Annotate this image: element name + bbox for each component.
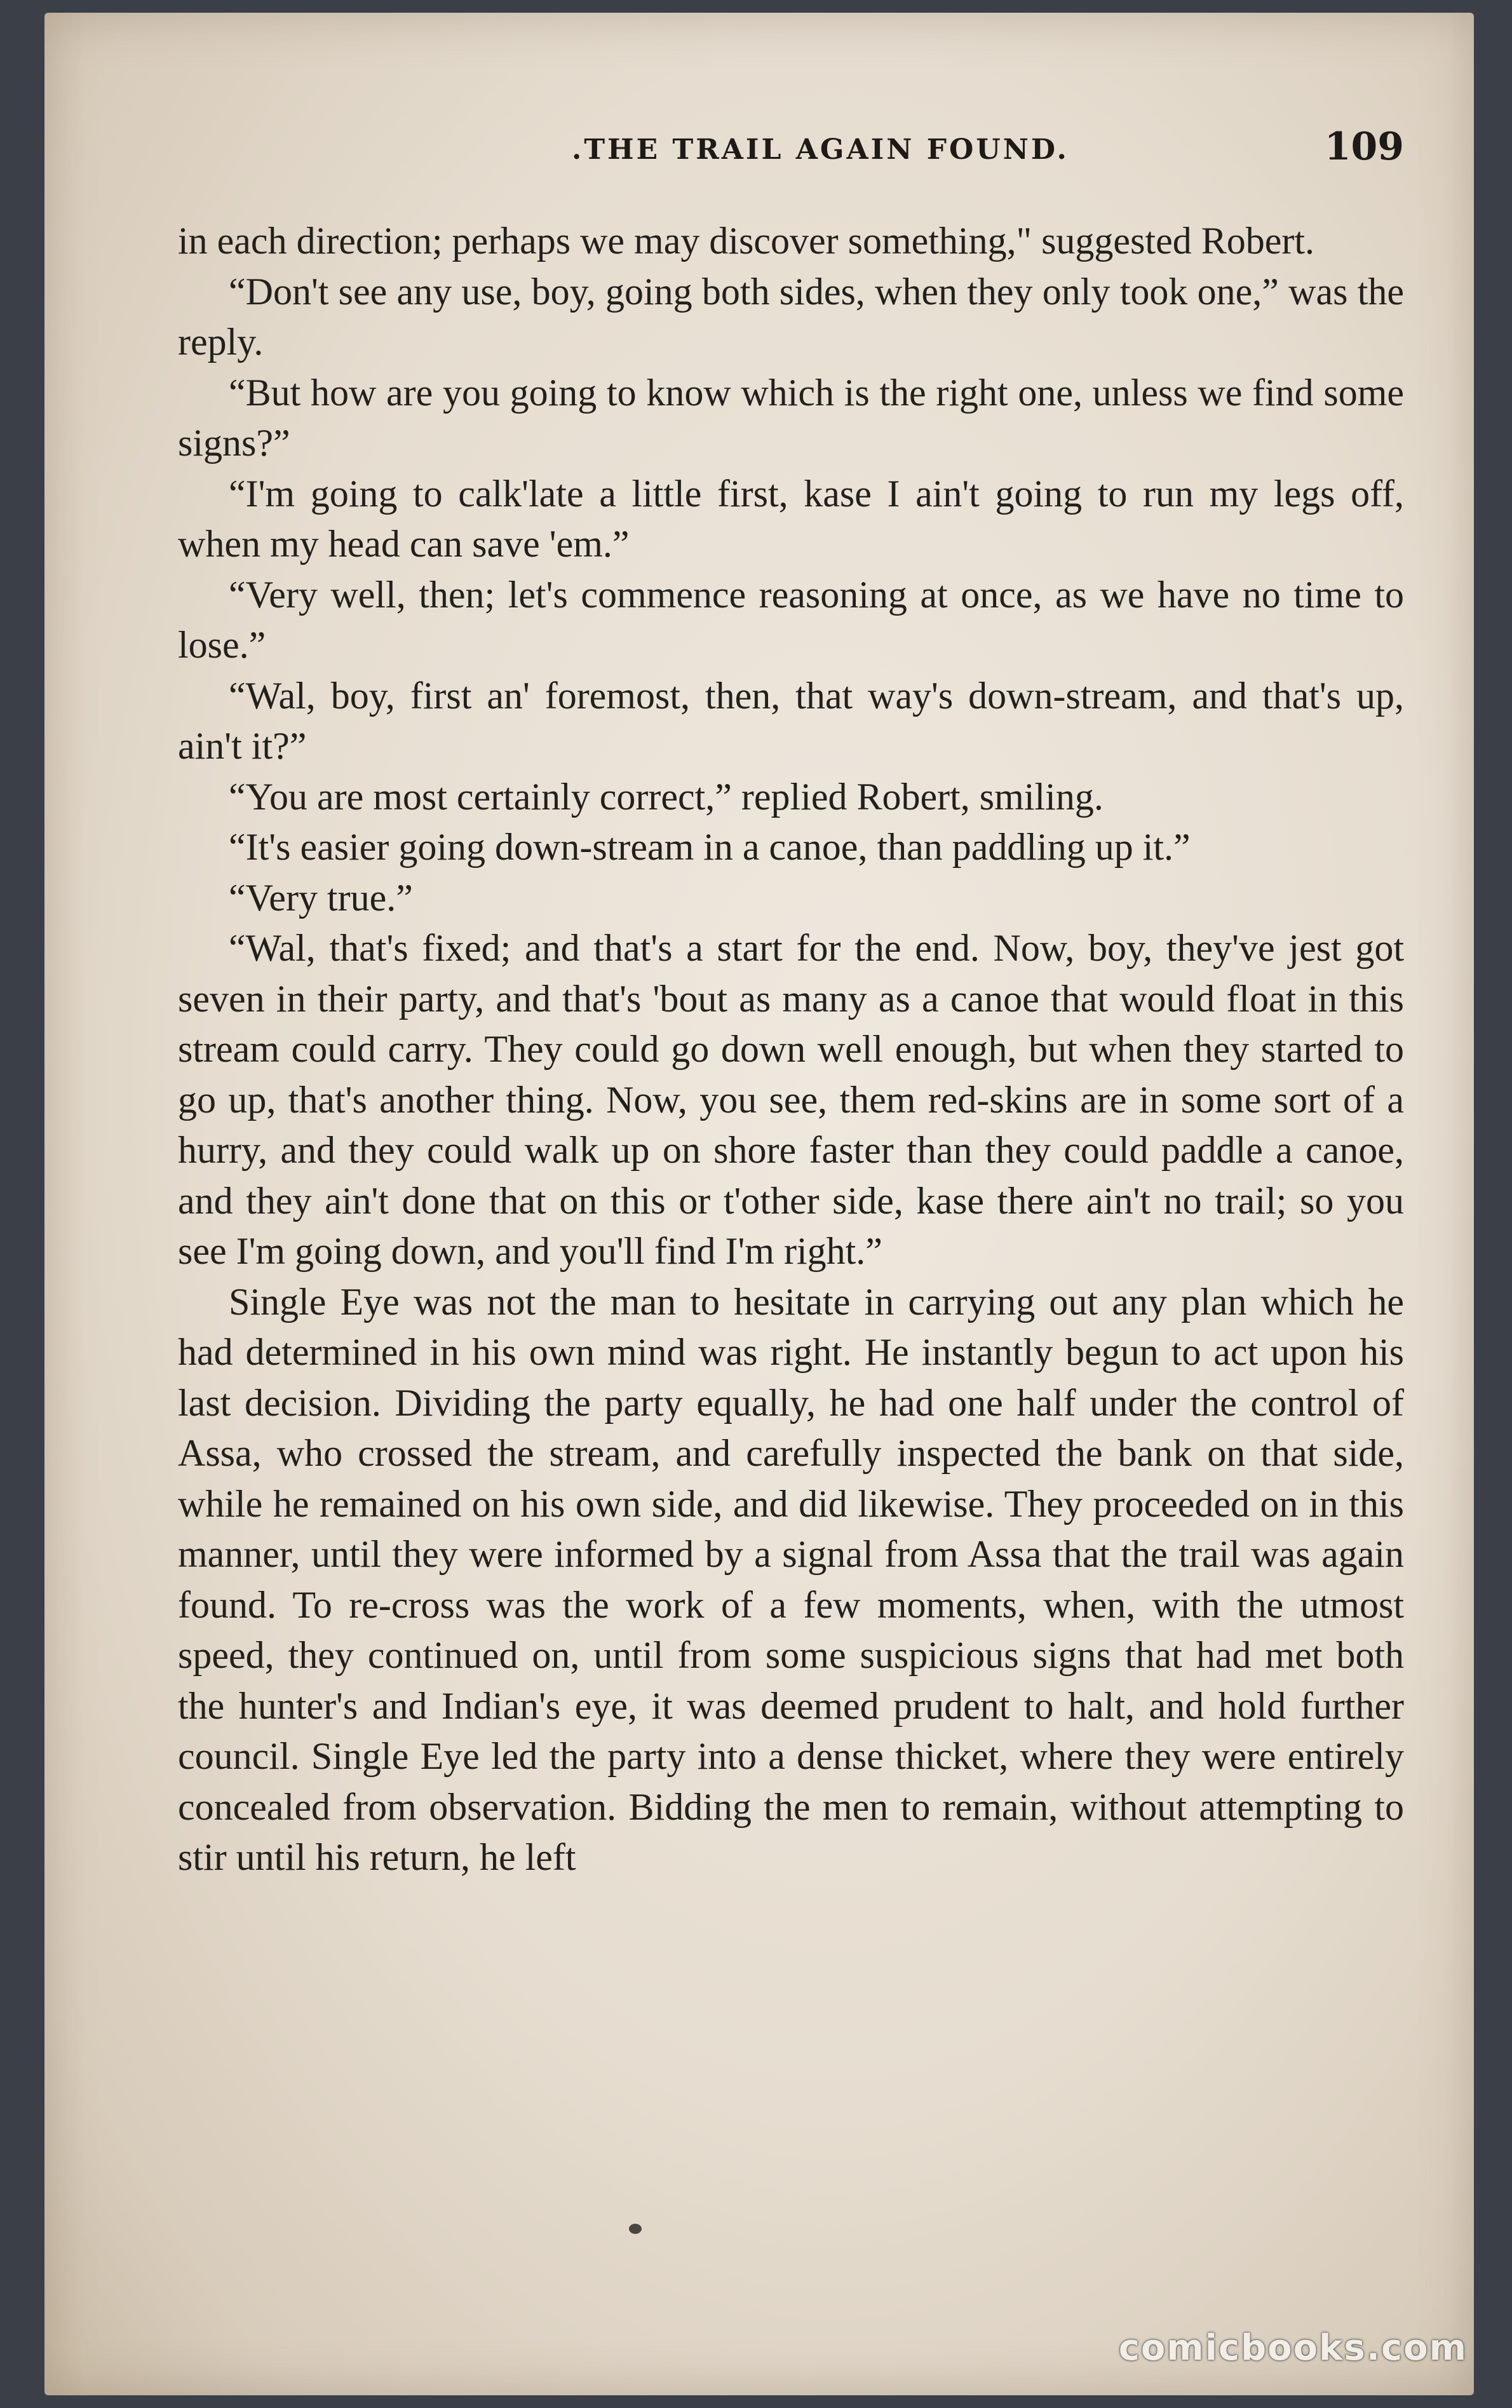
paragraph: “But how are you going to know which is the right one, unless we find some signs?” — [178, 371, 1404, 464]
printer-mark — [629, 2224, 642, 2234]
running-title: .THE TRAIL AGAIN FOUND. — [572, 133, 1069, 166]
paragraph: “You are most certainly correct,” replied Robert, smiling. — [229, 775, 1104, 818]
paragraph: “Wal, boy, first an' foremost, then, that way's down-stream, and that's up, ain't it?” — [178, 674, 1404, 767]
page-number: 109 — [1324, 125, 1404, 169]
paragraph: in each direction; perhaps we may discover something," suggested Robert. — [178, 220, 1315, 262]
paragraph: “Wal, that's fixed; and that's a start for the end. Now, boy, they've jest got seven in their party, and that's 'bout as many as a canoe that would float in this stream could carry. They could go down well enough, but when they started to go up, that's another thing. Now, you see, them red-skins are in some sort of a hurry, and they could walk up on shore faster than they could paddle a canoe, and they ain't done that on this or t'other side, kase there ain't no trail; so you see I'm going down, and you'll find I'm right.” — [178, 927, 1404, 1272]
page-header — [165, 127, 1404, 178]
paragraph: Single Eye was not the man to hesitate in carrying out any plan which he had determined in his own mind was right. He instantly begun to act upon his last decision. Dividing the party equally, he had one half under the control of Assa, who crossed the stream, and carefully inspected the bank on that side, while he remained on his own side, and did likewise. They proceeded on in this manner, until they were informed by a signal from Assa that the trail was again found. To re-cross was the work of a few moments, when, with the utmost speed, they continued on, until from some suspicious signs that had met both the hunter's and Indian's eye, it was deemed prudent to halt, and hold further council. Single Eye led the party into a dense thicket, where they were entirely concealed from observation. Bidding the men to remain, without attempting to stir until his return, he left — [178, 1280, 1404, 1878]
paragraph: “I'm going to calk'late a little first, kase I ain't going to run my legs off, when my head can save 'em.” — [178, 472, 1404, 565]
book-page — [44, 13, 1474, 2395]
body-text — [178, 216, 1404, 1883]
paragraph: “It's easier going down-stream in a canoe, than paddling up it.” — [229, 826, 1191, 868]
paragraph: “Don't see any use, boy, going both sides, when they only took one,” was the reply. — [178, 270, 1404, 363]
paragraph: “Very true.” — [229, 876, 413, 919]
watermark: comicbooks.com — [1118, 2327, 1468, 2369]
paragraph: “Very well, then; let's commence reasoning at once, as we have no time to lose.” — [178, 573, 1404, 666]
